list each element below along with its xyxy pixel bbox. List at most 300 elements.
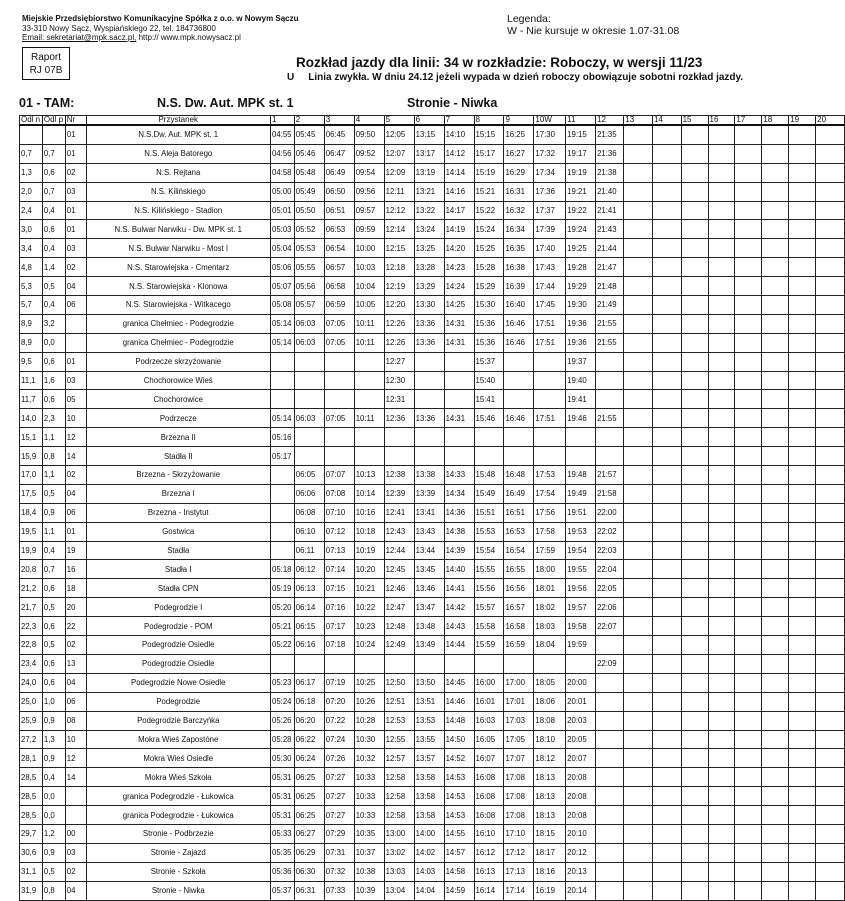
departure-time-cell: 10:19 [354,541,384,560]
stop-name-cell: N.S. Starowiejska - Witkacego [86,296,270,315]
departure-time-cell [681,768,708,787]
departure-time-cell: 14:10 [444,125,474,144]
stop-number-cell: 02 [65,163,86,182]
departure-time-cell [681,182,708,201]
departure-time-cell: 21:55 [596,314,624,333]
departure-time-cell: 14:39 [444,541,474,560]
departure-time-cell: 05:03 [270,220,294,239]
departure-time-cell: 05:52 [294,220,324,239]
departure-time-cell: 19:48 [566,466,596,485]
departure-time-cell: 16:19 [534,881,566,900]
distance-segment-cell: 0,4 [42,541,65,560]
departure-time-cell: 12:20 [384,296,414,315]
departure-time-cell [534,654,566,673]
departure-time-cell: 06:50 [324,182,354,201]
departure-time-cell: 13:36 [414,314,444,333]
departure-time-cell [624,636,653,655]
departure-time-cell: 07:18 [324,636,354,655]
departure-time-cell: 13:30 [414,296,444,315]
distance-segment-cell: 0,5 [42,277,65,296]
departure-time-cell: 10:11 [354,409,384,428]
departure-time-cell [681,428,708,447]
departure-time-cell [816,692,845,711]
departure-time-cell [789,749,816,768]
departure-time-cell: 18:12 [534,749,566,768]
departure-time-cell: 18:15 [534,824,566,843]
departure-time-cell [624,484,653,503]
departure-time-cell: 07:29 [324,824,354,843]
departure-time-cell [652,692,681,711]
departure-time-cell: 07:27 [324,806,354,825]
departure-time-cell: 14:53 [444,768,474,787]
stop-name-cell: Podegrodzie Osiedle [86,654,270,673]
departure-time-cell: 10:33 [354,768,384,787]
departure-time-cell [652,484,681,503]
departure-time-cell [735,730,762,749]
departure-time-cell [681,409,708,428]
distance-total-cell: 25,0 [20,692,43,711]
departure-time-cell: 05:53 [294,239,324,258]
departure-time-cell [596,824,624,843]
distance-total-cell: 27,2 [20,730,43,749]
departure-time-cell [652,636,681,655]
departure-time-cell: 14:16 [444,182,474,201]
departure-time-cell [324,390,354,409]
departure-time-cell [762,371,789,390]
departure-time-cell [708,352,735,371]
company-email[interactable]: Email: sekretariat@mpk.sacz.pl, [22,33,137,42]
departure-time-cell: 05:04 [270,239,294,258]
stop-number-cell: 14 [65,447,86,466]
departure-time-cell: 17:01 [504,692,534,711]
column-header: Przystanek [86,116,270,126]
departure-time-cell: 09:57 [354,201,384,220]
departure-time-cell [681,560,708,579]
departure-time-cell: 12:46 [384,579,414,598]
departure-time-cell [354,654,384,673]
departure-time-cell: 10:21 [354,579,384,598]
departure-time-cell [708,806,735,825]
departure-time-cell: 14:17 [444,201,474,220]
departure-time-cell [789,314,816,333]
departure-time-cell [652,220,681,239]
departure-time-cell: 15:37 [474,352,504,371]
distance-total-cell: 5,7 [20,296,43,315]
departure-time-cell: 16:51 [504,503,534,522]
distance-total-cell: 23,4 [20,654,43,673]
departure-time-cell: 06:18 [294,692,324,711]
departure-time-cell [789,390,816,409]
departure-time-cell [596,390,624,409]
departure-time-cell: 12:15 [384,239,414,258]
stop-number-cell: 22 [65,617,86,636]
departure-time-cell: 13:00 [384,824,414,843]
departure-time-cell: 18:05 [534,673,566,692]
departure-time-cell: 13:43 [414,522,444,541]
distance-total-cell: 17,0 [20,466,43,485]
departure-time-cell: 16:34 [504,220,534,239]
departure-time-cell: 06:15 [294,617,324,636]
departure-time-cell [735,163,762,182]
distance-segment-cell: 0,4 [42,239,65,258]
departure-time-cell: 06:57 [324,258,354,277]
departure-time-cell [708,787,735,806]
distance-segment-cell: 0,6 [42,163,65,182]
departure-time-cell: 20:01 [566,692,596,711]
departure-time-cell [762,390,789,409]
stop-number-cell [65,787,86,806]
departure-time-cell [708,390,735,409]
departure-time-cell: 05:28 [270,730,294,749]
departure-time-cell [735,579,762,598]
distance-total-cell: 29,7 [20,824,43,843]
departure-time-cell: 05:26 [270,711,294,730]
stop-name-cell: Stadła CPN [86,579,270,598]
departure-time-cell [652,541,681,560]
departure-time-cell [504,654,534,673]
departure-time-cell: 05:00 [270,182,294,201]
departure-time-cell [294,390,324,409]
departure-time-cell: 15:36 [474,314,504,333]
departure-time-cell [624,824,653,843]
departure-time-cell [789,579,816,598]
departure-time-cell: 14:50 [444,730,474,749]
departure-time-cell [708,881,735,900]
departure-time-cell: 18:01 [534,579,566,598]
departure-time-cell: 05:14 [270,314,294,333]
departure-time-cell [652,598,681,617]
stop-name-cell: N.S. Bulwar Narwiku - Dw. MPK st. 1 [86,220,270,239]
departure-time-cell: 07:19 [324,673,354,692]
departure-time-cell: 16:46 [504,409,534,428]
departure-time-cell: 19:59 [566,636,596,655]
departure-time-cell [708,824,735,843]
departure-time-cell: 06:03 [294,333,324,352]
departure-time-cell: 15:57 [474,598,504,617]
departure-time-cell [735,144,762,163]
departure-time-cell [735,749,762,768]
departure-time-cell: 15:15 [474,125,504,144]
departure-time-cell [624,749,653,768]
departure-time-cell: 15:28 [474,258,504,277]
departure-time-cell: 21:49 [596,296,624,315]
departure-time-cell: 09:54 [354,163,384,182]
departure-time-cell [762,503,789,522]
departure-time-cell [735,522,762,541]
distance-total-cell: 17,5 [20,484,43,503]
legend [507,13,679,37]
table-row [20,182,845,201]
departure-time-cell [735,598,762,617]
departure-time-cell [504,352,534,371]
departure-time-cell [816,466,845,485]
departure-time-cell [681,806,708,825]
departure-time-cell [789,144,816,163]
departure-time-cell [762,654,789,673]
distance-total-cell: 11,1 [20,371,43,390]
departure-time-cell: 05:08 [270,296,294,315]
company-web[interactable]: http:// www.mpk.nowysacz.pl [138,33,241,42]
departure-time-cell [816,579,845,598]
distance-segment-cell: 0,4 [42,768,65,787]
departure-time-cell: 21:55 [596,333,624,352]
departure-time-cell [681,673,708,692]
departure-time-cell: 19:25 [566,239,596,258]
distance-segment-cell: 0,8 [42,881,65,900]
departure-time-cell [816,654,845,673]
departure-time-cell: 10:33 [354,806,384,825]
departure-time-cell: 12:58 [384,787,414,806]
departure-time-cell [681,579,708,598]
departure-time-cell: 12:11 [384,182,414,201]
table-row [20,541,845,560]
departure-time-cell [354,428,384,447]
distance-total-cell: 24,0 [20,673,43,692]
departure-time-cell: 13:29 [414,277,444,296]
distance-total-cell: 15,9 [20,447,43,466]
column-header: 12 [596,116,624,126]
departure-time-cell [652,352,681,371]
departure-time-cell [789,447,816,466]
departure-time-cell [762,579,789,598]
distance-total-cell: 22,3 [20,617,43,636]
column-header: 5 [384,116,414,126]
table-row [20,560,845,579]
departure-time-cell [474,654,504,673]
departure-time-cell [324,654,354,673]
departure-time-cell: 13:50 [414,673,444,692]
stop-name-cell: Brzezna I [86,484,270,503]
departure-time-cell [596,881,624,900]
departure-time-cell [294,371,324,390]
departure-time-cell [762,352,789,371]
departure-time-cell [762,541,789,560]
stop-number-cell: 13 [65,654,86,673]
departure-time-cell: 15:56 [474,579,504,598]
departure-time-cell [816,163,845,182]
departure-time-cell [681,711,708,730]
departure-time-cell [735,806,762,825]
departure-time-cell: 07:05 [324,333,354,352]
departure-time-cell [816,617,845,636]
departure-time-cell [681,787,708,806]
departure-time-cell [762,843,789,862]
departure-time-cell: 05:31 [270,787,294,806]
departure-time-cell [681,296,708,315]
departure-time-cell [762,447,789,466]
stop-number-cell: 01 [65,144,86,163]
departure-time-cell [762,560,789,579]
departure-time-cell: 16:39 [504,277,534,296]
departure-time-cell [816,484,845,503]
departure-time-cell: 16:48 [504,466,534,485]
stop-name-cell: Podrzecze skrzyżowanie [86,352,270,371]
stop-number-cell: 12 [65,749,86,768]
departure-time-cell [816,636,845,655]
departure-time-cell: 13:48 [414,617,444,636]
table-row [20,806,845,825]
departure-time-cell: 14:31 [444,314,474,333]
departure-time-cell: 07:16 [324,598,354,617]
departure-time-cell [596,730,624,749]
departure-time-cell: 12:57 [384,749,414,768]
departure-time-cell [816,125,845,144]
departure-time-cell [624,428,653,447]
departure-time-cell: 06:17 [294,673,324,692]
departure-time-cell: 19:57 [566,598,596,617]
departure-time-cell: 07:07 [324,466,354,485]
departure-time-cell [762,692,789,711]
departure-time-cell [816,352,845,371]
departure-time-cell: 14:38 [444,522,474,541]
departure-time-cell: 10:00 [354,239,384,258]
departure-time-cell [762,787,789,806]
departure-time-cell: 19:54 [566,541,596,560]
departure-time-cell [681,258,708,277]
departure-time-cell: 14:03 [414,862,444,881]
departure-time-cell [474,447,504,466]
departure-time-cell: 12:07 [384,144,414,163]
departure-time-cell: 21:55 [596,409,624,428]
departure-time-cell: 22:04 [596,560,624,579]
departure-time-cell: 12:38 [384,466,414,485]
departure-time-cell: 19:17 [566,144,596,163]
departure-time-cell [624,843,653,862]
departure-time-cell: 12:05 [384,125,414,144]
departure-time-cell: 12:51 [384,692,414,711]
departure-time-cell [652,447,681,466]
departure-time-cell [735,220,762,239]
departure-time-cell [681,862,708,881]
distance-total-cell [20,125,43,144]
stop-name-cell: Stronie - Niwka [86,881,270,900]
departure-time-cell [708,711,735,730]
departure-time-cell [816,144,845,163]
departure-time-cell [816,447,845,466]
departure-time-cell: 16:25 [504,125,534,144]
departure-time-cell [652,428,681,447]
departure-time-cell: 16:54 [504,541,534,560]
departure-time-cell [270,466,294,485]
distance-total-cell: 28,5 [20,787,43,806]
departure-time-cell [681,843,708,862]
stop-name-cell: Stadła I [86,560,270,579]
departure-time-cell: 07:32 [324,862,354,881]
table-row [20,220,845,239]
departure-time-cell [681,730,708,749]
departure-time-cell: 15:25 [474,239,504,258]
departure-time-cell [624,144,653,163]
stop-name-cell: Brzezna - Skrzyżowanie [86,466,270,485]
departure-time-cell: 10:11 [354,333,384,352]
stop-number-cell: 10 [65,730,86,749]
distance-total-cell: 0,7 [20,144,43,163]
departure-time-cell: 15:46 [474,409,504,428]
stop-name-cell: N.S. Kilińskiego [86,182,270,201]
stop-name-cell: Chochorowice Wieś [86,371,270,390]
stop-number-cell: 02 [65,636,86,655]
column-header: 18 [762,116,789,126]
stop-name-cell: Podegrodzie - POM [86,617,270,636]
departure-time-cell [789,428,816,447]
departure-time-cell: 19:21 [566,182,596,201]
report-code: RJ 07B [29,65,63,76]
departure-time-cell: 16:29 [504,163,534,182]
departure-time-cell [735,617,762,636]
departure-time-cell: 07:05 [324,409,354,428]
departure-time-cell [708,182,735,201]
distance-segment-cell [42,125,65,144]
departure-time-cell: 12:58 [384,768,414,787]
stop-number-cell: 03 [65,182,86,201]
departure-time-cell: 17:51 [534,409,566,428]
departure-time-cell [324,352,354,371]
departure-time-cell [816,220,845,239]
departure-time-cell [762,711,789,730]
departure-time-cell [708,862,735,881]
departure-time-cell: 05:31 [270,806,294,825]
departure-time-cell: 15:41 [474,390,504,409]
departure-time-cell: 16:03 [474,711,504,730]
column-header: 13 [624,116,653,126]
departure-time-cell: 14:00 [414,824,444,843]
departure-time-cell [384,654,414,673]
stop-number-cell: 02 [65,862,86,881]
departure-time-cell [652,768,681,787]
stop-name-cell: N.S. Rejtana [86,163,270,182]
departure-time-cell: 15:53 [474,522,504,541]
departure-time-cell: 12:50 [384,673,414,692]
departure-time-cell: 20:03 [566,711,596,730]
route-to: Stronie - Niwka [407,96,498,110]
departure-time-cell [624,220,653,239]
distance-segment-cell: 0,6 [42,617,65,636]
departure-time-cell [816,371,845,390]
departure-time-cell: 07:20 [324,692,354,711]
page-title: Rozkład jazdy dla linii: 34 w rozkładzie: Roboczy, w wersji 11/23 [296,55,703,70]
departure-time-cell [789,258,816,277]
departure-time-cell: 15:30 [474,296,504,315]
departure-time-cell: 20:00 [566,673,596,692]
departure-time-cell: 19:46 [566,409,596,428]
departure-time-cell [652,409,681,428]
stop-name-cell: Podegrodzie [86,692,270,711]
departure-time-cell: 10:30 [354,730,384,749]
departure-time-cell: 13:49 [414,636,444,655]
distance-segment-cell: 1,1 [42,522,65,541]
departure-time-cell [681,598,708,617]
departure-time-cell: 06:30 [294,862,324,881]
column-header: 19 [789,116,816,126]
departure-time-cell [816,333,845,352]
departure-time-cell [534,390,566,409]
departure-time-cell [652,787,681,806]
table-row [20,522,845,541]
departure-time-cell: 17:51 [534,333,566,352]
departure-time-cell [652,466,681,485]
departure-time-cell: 13:58 [414,768,444,787]
departure-time-cell [681,333,708,352]
distance-total-cell: 2,4 [20,201,43,220]
departure-time-cell [789,522,816,541]
departure-time-cell [624,654,653,673]
departure-time-cell: 19:36 [566,333,596,352]
departure-time-cell [294,447,324,466]
table-row [20,447,845,466]
departure-time-cell: 13:58 [414,787,444,806]
departure-time-cell [708,314,735,333]
departure-time-cell [624,182,653,201]
